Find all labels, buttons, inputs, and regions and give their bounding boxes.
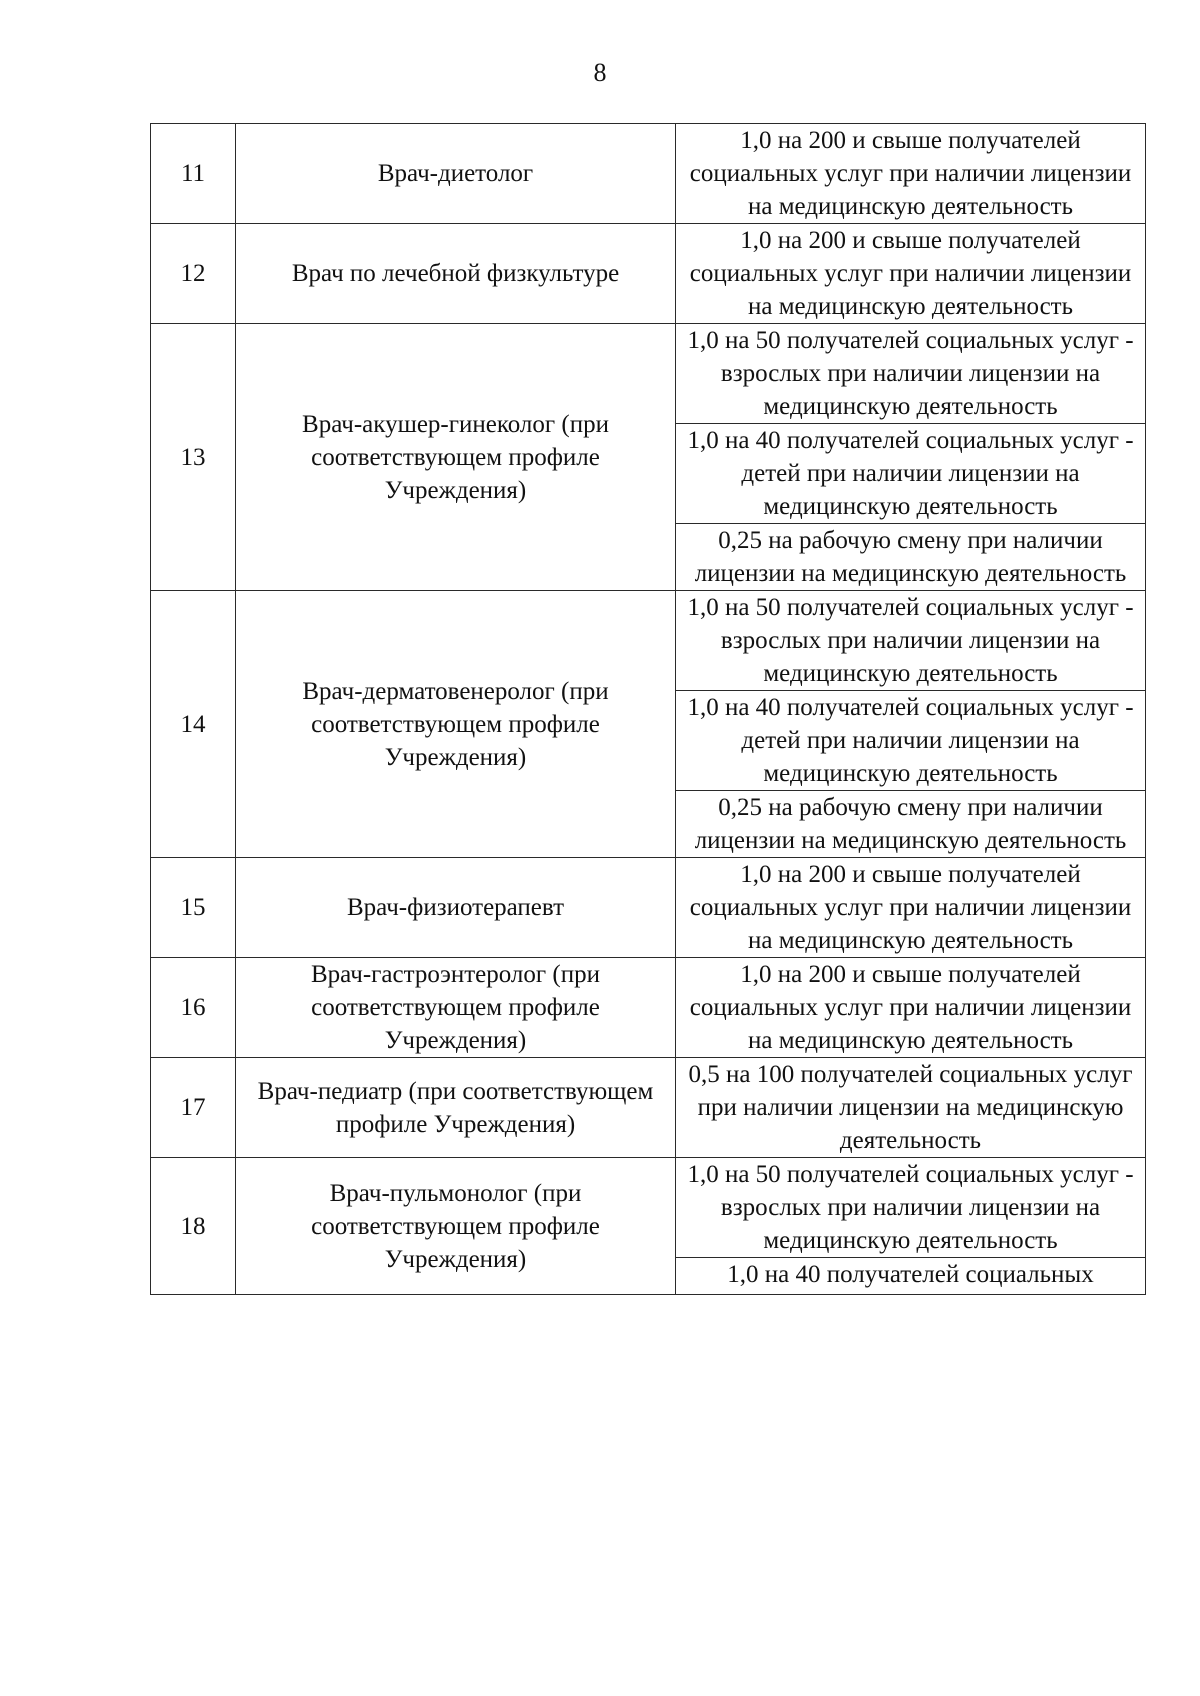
- row-number: 16: [151, 958, 236, 1058]
- table-row: [151, 324, 1146, 424]
- row-number: 11: [151, 124, 236, 224]
- row-number: 13: [151, 324, 236, 591]
- position-name: Врач-физиотерапевт: [236, 858, 676, 958]
- position-name: Врач-дерматовенеролог (при соответствующем профиле Учреждения): [236, 591, 676, 858]
- position-name: Врач-педиатр (при соответствующем профиле Учреждения): [236, 1058, 676, 1158]
- norm-cell: 0,25 на рабочую смену при наличии лицензии на медицинскую деятельность: [676, 791, 1146, 858]
- norm-cell: 1,0 на 40 получателей социальных услуг - детей при наличии лицензии на медицинскую деятельность: [676, 691, 1146, 791]
- norm-cell: 1,0 на 40 получателей социальных услуг - детей при наличии лицензии на медицинскую деятельность: [676, 424, 1146, 524]
- norm-cell: 0,5 на 100 получателей социальных услуг при наличии лицензии на медицинскую деятельность: [676, 1058, 1146, 1158]
- page-number: 8: [593, 58, 607, 87]
- row-number: 12: [151, 224, 236, 324]
- table-row: [151, 591, 1146, 691]
- row-number: 17: [151, 1058, 236, 1158]
- position-name: Врач-диетолог: [236, 124, 676, 224]
- staffing-norms-table: [150, 123, 1146, 1295]
- norm-cell: 1,0 на 200 и свыше получателей социальных услуг при наличии лицензии на медицинскую деятельность: [676, 224, 1146, 324]
- position-name: Врач-гастроэнтеролог (при соответствующем профиле Учреждения): [236, 958, 676, 1058]
- row-number: 15: [151, 858, 236, 958]
- table-row: [151, 958, 1146, 1058]
- position-name: Врач по лечебной физкультуре: [236, 224, 676, 324]
- row-number: 18: [151, 1158, 236, 1295]
- table-row: [151, 1158, 1146, 1258]
- table-row: [151, 1058, 1146, 1158]
- norm-cell: 0,25 на рабочую смену при наличии лицензии на медицинскую деятельность: [676, 524, 1146, 591]
- norm-cell: 1,0 на 50 получателей социальных услуг - взрослых при наличии лицензии на медицинскую деятельность: [676, 591, 1146, 691]
- norm-cell: 1,0 на 50 получателей социальных услуг - взрослых при наличии лицензии на медицинскую деятельность: [676, 324, 1146, 424]
- position-name: Врач-пульмонолог (при соответствующем профиле Учреждения): [236, 1158, 676, 1295]
- table-row: [151, 858, 1146, 958]
- row-number: 14: [151, 591, 236, 858]
- norm-cell: 1,0 на 200 и свыше получателей социальных услуг при наличии лицензии на медицинскую деятельность: [676, 124, 1146, 224]
- position-name: Врач-акушер-гинеколог (при соответствующем профиле Учреждения): [236, 324, 676, 591]
- table-row: [151, 224, 1146, 324]
- norm-cell: 1,0 на 200 и свыше получателей социальных услуг при наличии лицензии на медицинскую деятельность: [676, 958, 1146, 1058]
- norm-cell: 1,0 на 200 и свыше получателей социальных услуг при наличии лицензии на медицинскую деятельность: [676, 858, 1146, 958]
- table-row: [151, 124, 1146, 224]
- norm-cell: 1,0 на 40 получателей социальных: [676, 1258, 1146, 1295]
- norm-cell: 1,0 на 50 получателей социальных услуг - взрослых при наличии лицензии на медицинскую деятельность: [676, 1158, 1146, 1258]
